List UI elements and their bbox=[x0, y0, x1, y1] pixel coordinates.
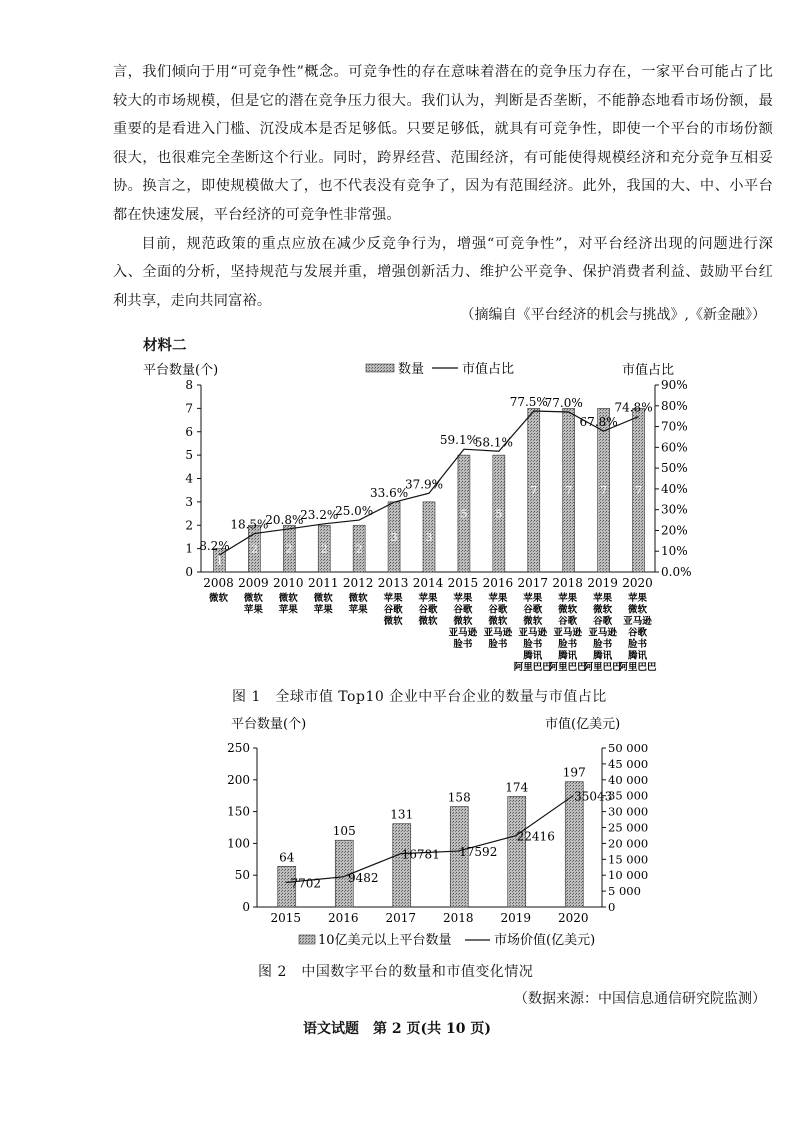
chart-1-x-tick-label: 2014 bbox=[412, 576, 444, 590]
chart-1-x-tick-label: 2013 bbox=[377, 576, 409, 590]
chart-1-company-label: 亚马逊 bbox=[553, 627, 582, 639]
chart-2-y2-axis-title: 市值(亿美元) bbox=[545, 717, 621, 732]
chart-2-bar bbox=[393, 824, 411, 907]
chart-1-company-label: 苹果 bbox=[278, 604, 298, 616]
citation: （摘编自《平台经济的机会与挑战》,《新金融》） bbox=[460, 307, 766, 323]
chart-2-bar-label: 197 bbox=[562, 765, 586, 780]
chart-1-company-label: 谷歌 bbox=[453, 604, 473, 616]
chart-1-bar-label: 5 bbox=[495, 507, 503, 521]
chart-1-y-tick-label: 3 bbox=[185, 494, 193, 509]
chart-1-company-label: 阿里巴巴 bbox=[548, 662, 587, 673]
chart-2-y2-tick-label: 5 000 bbox=[608, 884, 641, 899]
chart-1-company-label: 微软 bbox=[628, 604, 648, 616]
chart-1-line-label: 74.8% bbox=[614, 400, 653, 415]
chart-2-caption: 图 2 中国数字平台的数量和市值变化情况 bbox=[258, 964, 534, 980]
chart-1-x-tick-label: 2016 bbox=[482, 576, 514, 590]
chart-1-bar-label: 7 bbox=[530, 484, 538, 498]
chart-1-caption: 图 1 全球市值 Top10 企业中平台企业的数量与市值占比 bbox=[232, 689, 607, 705]
chart-2-x-tick-label: 2020 bbox=[557, 911, 589, 925]
chart-1-y2-tick-label: 90% bbox=[661, 378, 688, 392]
chart-1-x-tick-label: 2010 bbox=[273, 576, 304, 590]
chart-1-legend-line-label: 市值占比 bbox=[462, 362, 515, 377]
chart-1-line-label: 37.9% bbox=[404, 477, 444, 492]
chart-1-y2-tick-label: 40% bbox=[661, 481, 688, 496]
chart-1-y2-tick-label: 70% bbox=[661, 419, 688, 434]
chart-1-company-label: 苹果 bbox=[628, 593, 648, 604]
paragraph-1: 言，我们倾向于用“可竞争性”概念。可竞争性的存在意味着潜在的竞争压力存在，一家平台可能占了比较大的市场规模，但是它的潜在竞争压力很大。我们认为，判断是否垄断，不能静态地看市场份额，最重要的是看进入门槛、沉没成本是否足够低。只要足够低，就具有可竞争性，即使一个平台的市场份额很大，也很难完全垄断这个行业。同时，跨界经营、范围经济，有可能使得规模经济和充分竞争互相妥协。换言之，即使规模做大了，也不代表没有竞争了，因为有范围经济。此外，我国的大、中、小平台都在快速发展，平台经济的可竞争性非常强。 bbox=[113, 64, 773, 223]
chart-1-company-label: 脸书 bbox=[558, 639, 578, 650]
chart-1-x-tick-label: 2012 bbox=[342, 576, 374, 590]
chart-1-y2-tick-label: 50% bbox=[661, 461, 688, 476]
chart-1-company-label: 脸书 bbox=[593, 639, 613, 650]
chart-1-y-tick-label: 6 bbox=[185, 424, 193, 439]
chart-1-company-label: 亚马逊 bbox=[518, 627, 548, 639]
chart-1-company-label: 谷歌 bbox=[418, 604, 438, 616]
chart-1-company-label: 亚马逊 bbox=[623, 616, 652, 627]
chart-2-legend-line-label: 市场价值(亿美元) bbox=[494, 933, 596, 948]
chart-1-company-label: 腾讯 bbox=[628, 650, 648, 662]
chart-1-company-label: 谷歌 bbox=[558, 616, 578, 627]
chart-1-company-label: 微软 bbox=[278, 593, 298, 604]
chart-2-y-tick-label: 100 bbox=[227, 836, 250, 851]
chart-1-x-tick-label: 2019 bbox=[587, 576, 618, 590]
chart-1-line-label: 33.6% bbox=[370, 486, 409, 501]
page-footer: 语文试题 第 2 页(共 10 页) bbox=[303, 1021, 491, 1037]
chart-1-company-label: 谷歌 bbox=[383, 604, 403, 616]
chart-1-company-label: 脸书 bbox=[488, 639, 508, 650]
chart-1-y-tick-label: 5 bbox=[185, 448, 193, 463]
chart-1-company-label: 苹果 bbox=[453, 593, 473, 604]
chart-1 bbox=[0, 355, 794, 695]
chart-1-line-label: 8.2% bbox=[199, 538, 230, 553]
chart-2-y2-tick-label: 10 000 bbox=[608, 868, 649, 883]
chart-1-company-label: 亚马逊 bbox=[588, 627, 617, 639]
chart-1-bar-label: 3 bbox=[425, 530, 433, 544]
chart-2-bar-label: 174 bbox=[505, 780, 529, 795]
chart-2-line-label: 35043 bbox=[574, 789, 613, 804]
chart-2-y2-tick-label: 35 000 bbox=[608, 788, 649, 803]
chart-1-company-label: 微软 bbox=[418, 616, 438, 627]
chart-2-y2-tick-label: 40 000 bbox=[608, 772, 649, 787]
chart-1-legend-bar-swatch bbox=[366, 364, 394, 372]
chart-2-bar-label: 64 bbox=[279, 850, 295, 865]
chart-1-company-label: 阿里巴巴 bbox=[583, 662, 622, 673]
chart-1-company-label: 谷歌 bbox=[628, 627, 648, 639]
chart-2-y2-tick-label: 20 000 bbox=[608, 836, 649, 851]
chart-1-y-tick-label: 1 bbox=[185, 541, 193, 556]
source-note: （数据来源：中国信息通信研究院监测） bbox=[514, 991, 766, 1007]
chart-1-company-label: 苹果 bbox=[243, 604, 263, 616]
chart-2 bbox=[0, 710, 794, 965]
chart-1-x-tick-label: 2011 bbox=[307, 576, 339, 590]
chart-1-company-label: 阿里巴巴 bbox=[513, 662, 552, 673]
chart-1-bar-label: 3 bbox=[390, 530, 398, 544]
chart-1-company-label: 苹果 bbox=[593, 593, 613, 604]
chart-1-company-label: 苹果 bbox=[523, 593, 543, 604]
chart-1-bar-label: 5 bbox=[460, 507, 468, 521]
chart-1-line-label: 18.5% bbox=[230, 517, 269, 532]
chart-1-y-tick-label: 8 bbox=[185, 378, 193, 392]
chart-1-company-label: 阿里巴巴 bbox=[618, 662, 657, 673]
chart-2-y-tick-label: 200 bbox=[227, 772, 250, 787]
chart-1-company-label: 腾讯 bbox=[558, 650, 578, 662]
chart-1-company-label: 谷歌 bbox=[488, 604, 508, 616]
chart-2-line-label: 22416 bbox=[516, 829, 555, 844]
chart-2-legend-bar-label: 10亿美元以上平台数量 bbox=[318, 933, 452, 948]
chart-1-company-label: 腾讯 bbox=[593, 650, 613, 662]
chart-1-y-tick-label: 0 bbox=[185, 565, 193, 579]
chart-2-y-tick-label: 150 bbox=[227, 804, 250, 819]
chart-1-line-label: 77.5% bbox=[509, 394, 548, 409]
chart-2-y-axis-title: 平台数量(个) bbox=[231, 717, 307, 732]
chart-1-x-tick-label: 2008 bbox=[203, 576, 234, 590]
chart-1-company-label: 微软 bbox=[208, 593, 228, 604]
chart-1-bar-label: 7 bbox=[565, 484, 573, 498]
chart-1-company-label: 谷歌 bbox=[593, 616, 613, 627]
chart-1-x-tick-label: 2017 bbox=[517, 576, 549, 590]
chart-2-bar-label: 131 bbox=[390, 807, 414, 822]
chart-2-y-tick-label: 50 bbox=[234, 868, 250, 883]
chart-2-line-label: 17592 bbox=[459, 845, 498, 860]
chart-1-legend-bar-label: 数量 bbox=[398, 362, 425, 377]
chart-1-bar-label: 2 bbox=[320, 542, 328, 556]
chart-2-x-tick-label: 2017 bbox=[385, 911, 417, 925]
chart-1-company-label: 微软 bbox=[593, 604, 613, 616]
chart-1-line-label: 67.8% bbox=[579, 415, 618, 430]
chart-1-bar-label: 7 bbox=[600, 484, 608, 498]
chart-1-line-label: 25.0% bbox=[335, 504, 374, 519]
chart-2-y2-tick-label: 30 000 bbox=[608, 804, 649, 819]
chart-2-line-label: 9482 bbox=[347, 870, 379, 885]
chart-1-company-label: 腾讯 bbox=[523, 650, 543, 662]
chart-1-y-axis-title: 平台数量(个) bbox=[143, 363, 219, 378]
chart-1-y2-tick-label: 0.0% bbox=[661, 565, 692, 579]
chart-2-legend-bar-swatch bbox=[299, 935, 315, 944]
chart-1-company-label: 脸书 bbox=[628, 639, 648, 650]
chart-2-x-tick-label: 2019 bbox=[500, 911, 532, 925]
chart-1-company-label: 微软 bbox=[523, 616, 543, 627]
chart-1-company-label: 微软 bbox=[488, 616, 508, 627]
chart-1-company-label: 苹果 bbox=[488, 593, 508, 604]
chart-1-x-tick-label: 2020 bbox=[622, 576, 653, 590]
body-text bbox=[113, 58, 773, 315]
chart-1-company-label: 苹果 bbox=[313, 604, 333, 616]
chart-1-company-label: 脸书 bbox=[523, 639, 543, 650]
chart-1-bar-label: 7 bbox=[635, 484, 643, 498]
chart-1-company-label: 微软 bbox=[348, 593, 368, 604]
chart-1-company-label: 微软 bbox=[453, 616, 473, 627]
chart-1-y-tick-label: 4 bbox=[185, 471, 193, 486]
chart-1-y2-tick-label: 20% bbox=[661, 523, 688, 538]
chart-1-company-label: 苹果 bbox=[348, 604, 368, 616]
chart-2-y2-tick-label: 45 000 bbox=[608, 756, 649, 771]
chart-1-x-tick-label: 2009 bbox=[238, 576, 269, 590]
chart-1-company-label: 脸书 bbox=[453, 639, 473, 650]
chart-2-line-label: 16781 bbox=[401, 847, 440, 862]
chart-1-x-tick-label: 2015 bbox=[447, 576, 479, 590]
chart-2-bar-label: 158 bbox=[447, 790, 471, 805]
chart-2-y-tick-label: 0 bbox=[242, 900, 250, 914]
chart-1-y-tick-label: 7 bbox=[185, 401, 193, 416]
chart-1-line-label: 77.0% bbox=[544, 396, 583, 411]
chart-1-company-label: 苹果 bbox=[558, 593, 578, 604]
chart-2-x-tick-label: 2018 bbox=[442, 911, 474, 925]
chart-2-y2-tick-label: 25 000 bbox=[608, 820, 649, 835]
chart-2-y2-tick-label: 0 bbox=[608, 900, 616, 914]
chart-1-company-label: 亚马逊 bbox=[483, 627, 513, 639]
paragraph-2: 目前，规范政策的重点应放在减少反竞争行为，增强“可竞争性”，对平台经济出现的问题进行深入、全面的分析，坚持规范与发展并重，增强创新活力、维护公平竞争、保护消费者利益、鼓励平台红利共享，走向共同富裕。 bbox=[113, 235, 773, 309]
chart-1-y2-tick-label: 10% bbox=[661, 544, 688, 559]
chart-1-company-label: 微软 bbox=[383, 616, 403, 627]
chart-1-line-label: 20.8% bbox=[265, 512, 304, 527]
chart-1-company-label: 苹果 bbox=[383, 593, 403, 604]
chart-1-y2-tick-label: 60% bbox=[661, 440, 688, 455]
chart-2-x-tick-label: 2015 bbox=[270, 911, 302, 925]
chart-2-bar bbox=[508, 796, 526, 907]
chart-2-line-label: 7702 bbox=[290, 876, 322, 891]
chart-1-bar-label: 2 bbox=[285, 542, 293, 556]
chart-1-line-label: 58.1% bbox=[474, 435, 513, 450]
chart-1-company-label: 谷歌 bbox=[523, 604, 543, 616]
chart-1-line-label: 23.2% bbox=[300, 507, 339, 522]
chart-1-bar-label: 1 bbox=[215, 554, 223, 568]
chart-1-line-label: 59.1% bbox=[439, 433, 478, 448]
chart-1-y2-axis-title: 市值占比 bbox=[622, 363, 675, 378]
chart-2-bar-label: 105 bbox=[332, 824, 356, 839]
chart-1-bar-label: 2 bbox=[250, 542, 258, 556]
chart-1-company-label: 微软 bbox=[558, 604, 578, 616]
chart-1-y-tick-label: 2 bbox=[185, 518, 193, 533]
chart-1-x-tick-label: 2018 bbox=[552, 576, 583, 590]
chart-1-company-label: 微软 bbox=[313, 593, 333, 604]
chart-1-y2-tick-label: 30% bbox=[661, 502, 688, 517]
chart-1-company-label: 微软 bbox=[243, 593, 263, 604]
chart-1-company-label: 亚马逊 bbox=[448, 627, 478, 639]
chart-1-y2-tick-label: 80% bbox=[661, 398, 688, 413]
chart-1-company-label: 苹果 bbox=[418, 593, 438, 604]
chart-2-y2-tick-label: 50 000 bbox=[608, 741, 649, 755]
material-label: 材料二 bbox=[143, 337, 187, 354]
chart-2-x-tick-label: 2016 bbox=[327, 911, 359, 925]
chart-2-y2-tick-label: 15 000 bbox=[608, 852, 649, 867]
chart-1-bar-label: 2 bbox=[355, 542, 363, 556]
chart-2-y-tick-label: 250 bbox=[227, 741, 250, 755]
